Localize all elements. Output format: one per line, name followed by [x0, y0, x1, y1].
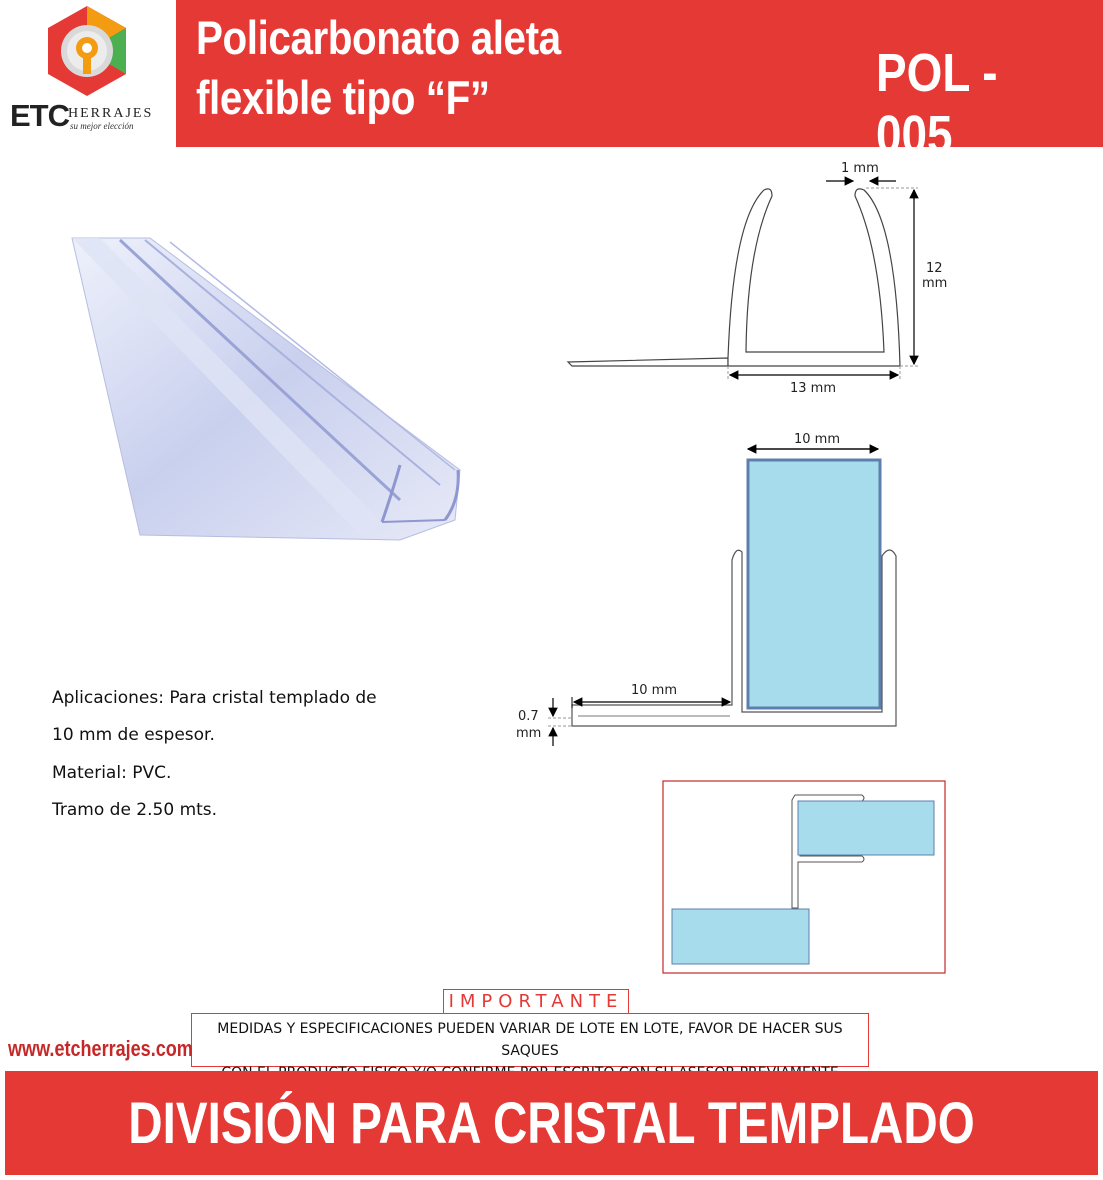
important-notice [191, 1013, 869, 1067]
thickness-label-1: 0.7 [518, 709, 539, 724]
footer-title: DIVISIÓN PARA CRISTAL TEMPLADO [128, 1091, 975, 1156]
width-label: 13 mm [790, 381, 837, 396]
header-logo-area [0, 0, 176, 147]
thickness-label-2: mm [516, 726, 542, 741]
logo-wordmark: ETC [10, 98, 69, 133]
spec-applications: Aplicaciones: Para cristal templado de [52, 688, 377, 708]
product-title-line-2: flexible tipo “F” [196, 71, 490, 124]
product-title [196, 8, 678, 128]
product-code: POL - 005 [876, 43, 998, 165]
brand-logo-icon [44, 4, 130, 98]
spec-thickness: 10 mm de espesor. [52, 725, 215, 745]
glass-width-label: 10 mm [794, 432, 841, 447]
height-label-1: 12 [926, 261, 943, 276]
profile-drawing-top [568, 189, 900, 366]
important-label: IMPORTANTE [443, 989, 629, 1013]
flange-label: 10 mm [631, 683, 678, 698]
product-title-line-1: Policarbonato aleta [196, 11, 561, 64]
logo-herrajes-text: HERRAJES [68, 106, 154, 121]
spec-material: Material: PVC. [52, 763, 172, 783]
product-photo [60, 230, 480, 560]
gap-label: 1 mm [841, 161, 879, 176]
notice-line-1: MEDIDAS Y ESPECIFICACIONES PUEDEN VARIAR DE LOTE EN LOTE, FAVOR DE HACER SUS SAQUES [217, 1021, 843, 1059]
technical-diagrams [500, 150, 1100, 980]
spec-length: Tramo de 2.50 mts. [52, 800, 218, 820]
application-diagram [663, 781, 945, 973]
glass-profile-drawing [548, 449, 896, 746]
logo-tagline: su mejor elección [70, 121, 134, 131]
website-link[interactable]: www.etcherrajes.com [8, 1036, 193, 1061]
height-label-2: mm [922, 276, 948, 291]
